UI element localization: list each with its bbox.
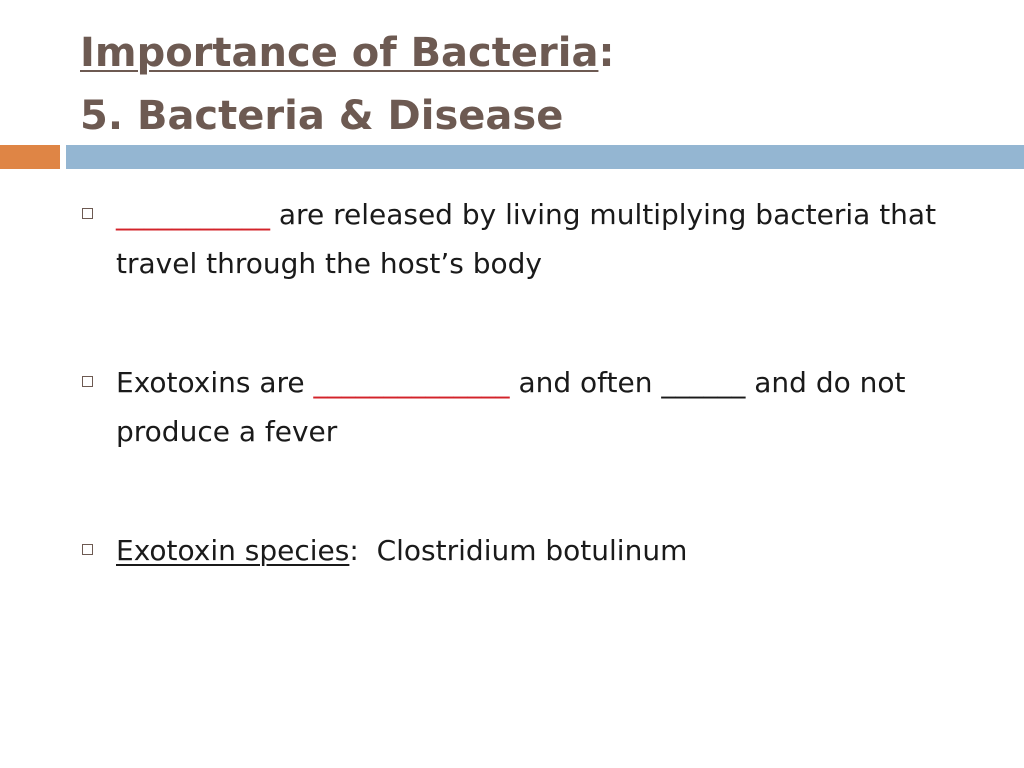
bullet-text-middle: and often xyxy=(509,366,662,399)
bullet-list xyxy=(82,190,1002,575)
bullet-text-after: and do not produce a fever xyxy=(116,366,906,448)
fill-in-blank: ___________ xyxy=(116,198,270,231)
slide-title xyxy=(80,22,614,148)
bullet-text-before: Exotoxins are xyxy=(116,366,314,399)
title-line-1 xyxy=(80,22,614,85)
title-subheading: 5. Bacteria & Disease xyxy=(80,93,564,139)
fill-in-blank: ______ xyxy=(661,366,746,399)
title-heading: Importance of Bacteria xyxy=(80,30,599,76)
bullet-item-2 xyxy=(82,358,1002,456)
bullet-value: Clostridium botulinum xyxy=(358,534,688,567)
bullet-item-1 xyxy=(82,190,1002,288)
fill-in-blank: ______________ xyxy=(313,366,510,399)
square-bullet-icon xyxy=(82,208,93,219)
bullet-label: Exotoxin species xyxy=(116,534,350,567)
bullet-colon: : xyxy=(349,534,359,567)
title-colon: : xyxy=(598,30,615,76)
square-bullet-icon xyxy=(82,544,93,555)
title-divider-bar xyxy=(66,145,1024,169)
square-bullet-icon xyxy=(82,376,93,387)
bullet-item-3 xyxy=(82,526,1002,575)
accent-bar xyxy=(0,145,60,169)
bullet-text: are released by living multiplying bacteria that travel through the host’s body xyxy=(116,198,937,280)
